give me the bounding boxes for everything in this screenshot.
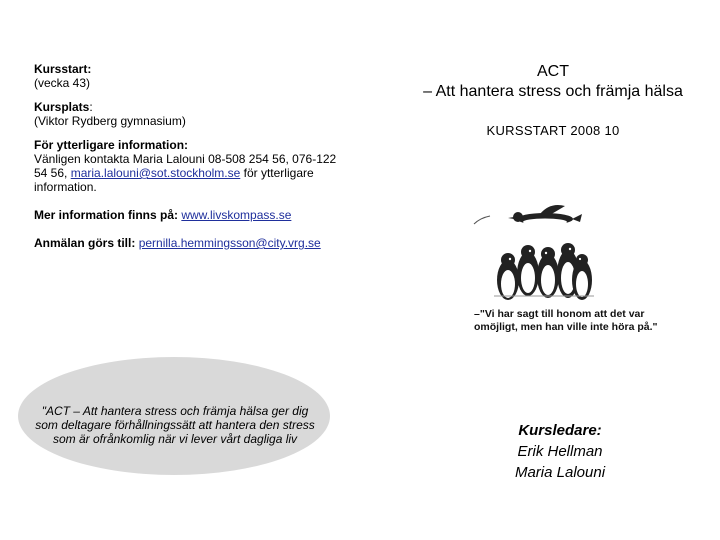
penguin-group-icon	[494, 243, 594, 300]
quote-text: "ACT – Att hantera stress och främja hälsa ger dig som deltagare förhållningssätt att hantera den stress som är ofrånkomlig när vi lever vårt dagliga liv	[35, 404, 315, 446]
title-line-1: ACT	[537, 63, 569, 80]
more-info-link[interactable]: www.livskompass.se	[181, 208, 292, 222]
kursplats-block	[34, 100, 344, 128]
left-column	[34, 62, 344, 260]
title-line-2: – Att hantera stress och främja hälsa	[423, 83, 683, 100]
signup-block	[34, 236, 344, 250]
signup-link[interactable]: pernilla.hemmingsson@city.vrg.se	[138, 236, 321, 250]
info-text-1: Vänligen kontakta Maria Lalouni 08-508 254 56, 076-122 54 56,	[34, 152, 337, 180]
leader-1: Erik Hellman	[517, 443, 603, 460]
kursstart-label: Kursstart:	[34, 62, 92, 76]
kursplats-value: (Viktor Rydberg gymnasium)	[34, 114, 186, 128]
cartoon-caption: –"Vi har sagt till honom att det var omöjligt, men han ville inte höra på."	[474, 308, 658, 333]
penguin-cartoon-svg	[470, 200, 670, 360]
info-text	[34, 152, 344, 194]
kursplats-colon: :	[89, 100, 93, 114]
penguin-cartoon	[470, 200, 670, 360]
more-info-block	[34, 208, 344, 222]
kursstart-block	[34, 62, 344, 90]
signup-label: Anmälan görs till:	[34, 236, 136, 250]
kursplats-label: Kursplats	[34, 100, 90, 114]
leaders-label: Kursledare:	[518, 422, 602, 439]
course-leaders	[490, 420, 630, 483]
leader-2: Maria Lalouni	[514, 464, 606, 481]
info-label: För ytterligare information:	[34, 138, 189, 152]
kursstart-value: (vecka 43)	[34, 76, 91, 90]
kursplats-heading	[34, 100, 344, 114]
kursstart-heading: KURSSTART 2008 10	[486, 123, 620, 138]
page-title	[392, 62, 714, 102]
flying-penguin-icon	[474, 205, 582, 226]
more-info-label: Mer information finns på:	[34, 208, 178, 222]
info-text-2: för ytterligare information.	[34, 166, 314, 194]
info-email-link[interactable]: maria.lalouni@sot.stockholm.se	[70, 166, 241, 180]
info-block	[34, 138, 344, 194]
